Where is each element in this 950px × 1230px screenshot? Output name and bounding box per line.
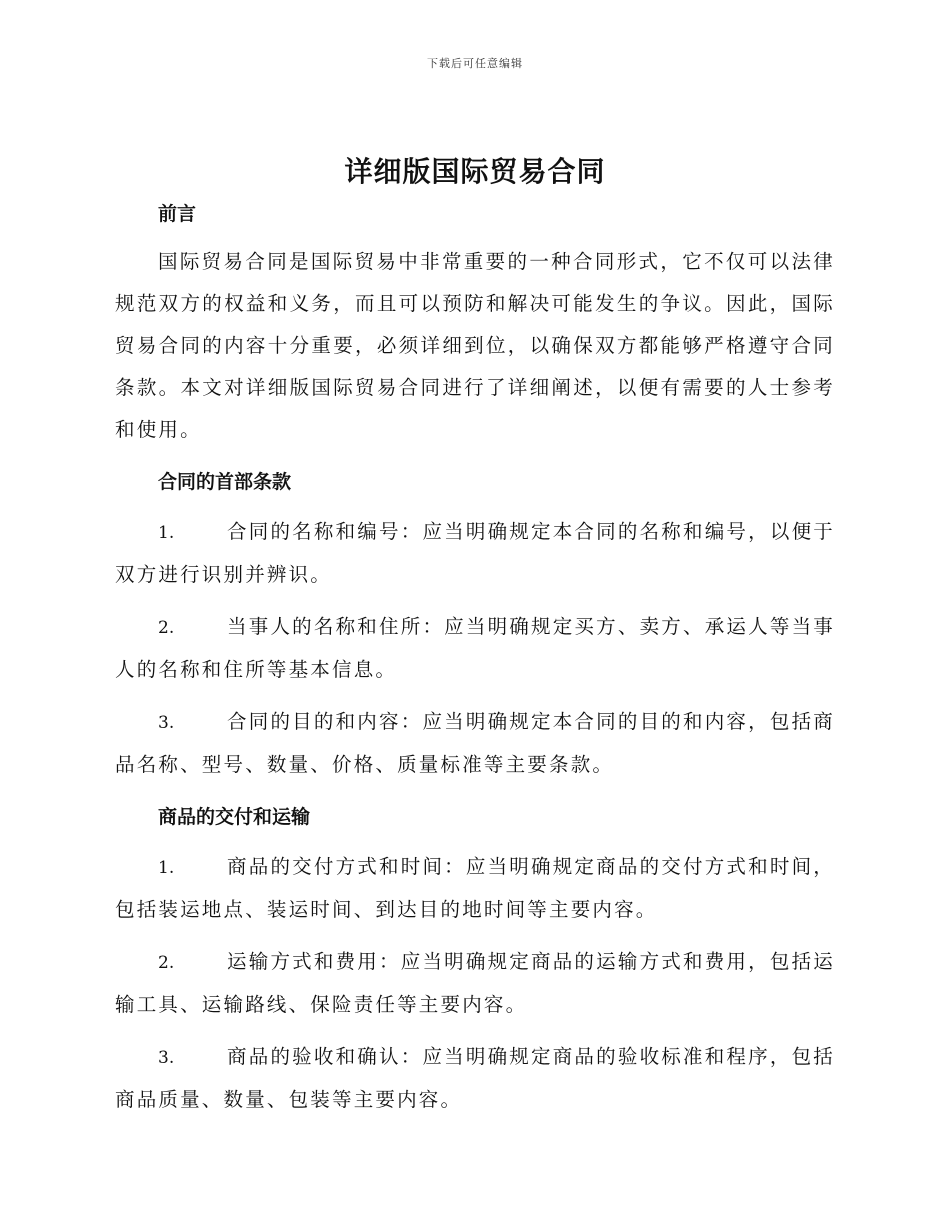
list-item xyxy=(115,846,835,931)
preface-paragraph: 国际贸易合同是国际贸易中非常重要的一种合同形式，它不仅可以法律规范双方的权益和义务，而且可以预防和解决可能发生的争议。因此，国际贸易合同的内容十分重要，必须详细到位，以确保双方都能够严格遵守合同条款。本文对详细版国际贸易合同进行了详细阐述，以便有需要的人士参考和使用。 xyxy=(115,250,835,441)
section-heading-header-clauses: 合同的首部条款 xyxy=(158,471,292,493)
list-item xyxy=(115,701,835,786)
list-item-text: 当事人的名称和住所：应当明确规定买方、卖方、承运人等当事人的名称和住所等基本信息。 xyxy=(115,615,835,681)
document-title: 详细版国际贸易合同 xyxy=(344,155,606,188)
list-item-number: 1. xyxy=(158,858,175,878)
list-item-text: 合同的名称和编号：应当明确规定本合同的名称和编号，以便于双方进行识别并辨识。 xyxy=(115,520,835,586)
list-item xyxy=(115,941,835,1026)
list-item-number: 2. xyxy=(158,953,175,973)
list-item-text: 运输方式和费用：应当明确规定商品的运输方式和费用，包括运输工具、运输路线、保险责任等主要内容。 xyxy=(115,950,835,1016)
header-note: 下载后可任意编辑 xyxy=(427,57,523,70)
list-item-number: 2. xyxy=(158,618,175,638)
list-item xyxy=(115,1036,835,1121)
list-item-number: 1. xyxy=(158,523,175,543)
list-item-text: 合同的目的和内容：应当明确规定本合同的目的和内容，包括商品名称、型号、数量、价格、质量标准等主要条款。 xyxy=(115,710,835,776)
list-item xyxy=(115,511,835,596)
list-item-number: 3. xyxy=(158,1048,175,1068)
section-heading-delivery-transport: 商品的交付和运输 xyxy=(158,806,311,828)
document-body xyxy=(115,193,835,1131)
list-item-text: 商品的交付方式和时间：应当明确规定商品的交付方式和时间，包括装运地点、装运时间、到达目的地时间等主要内容。 xyxy=(115,855,835,921)
list-item xyxy=(115,606,835,691)
list-item-text: 商品的验收和确认：应当明确规定商品的验收标准和程序，包括商品质量、数量、包装等主要内容。 xyxy=(115,1045,835,1111)
list-item-number: 3. xyxy=(158,713,175,733)
section-heading-preface: 前言 xyxy=(158,203,197,225)
